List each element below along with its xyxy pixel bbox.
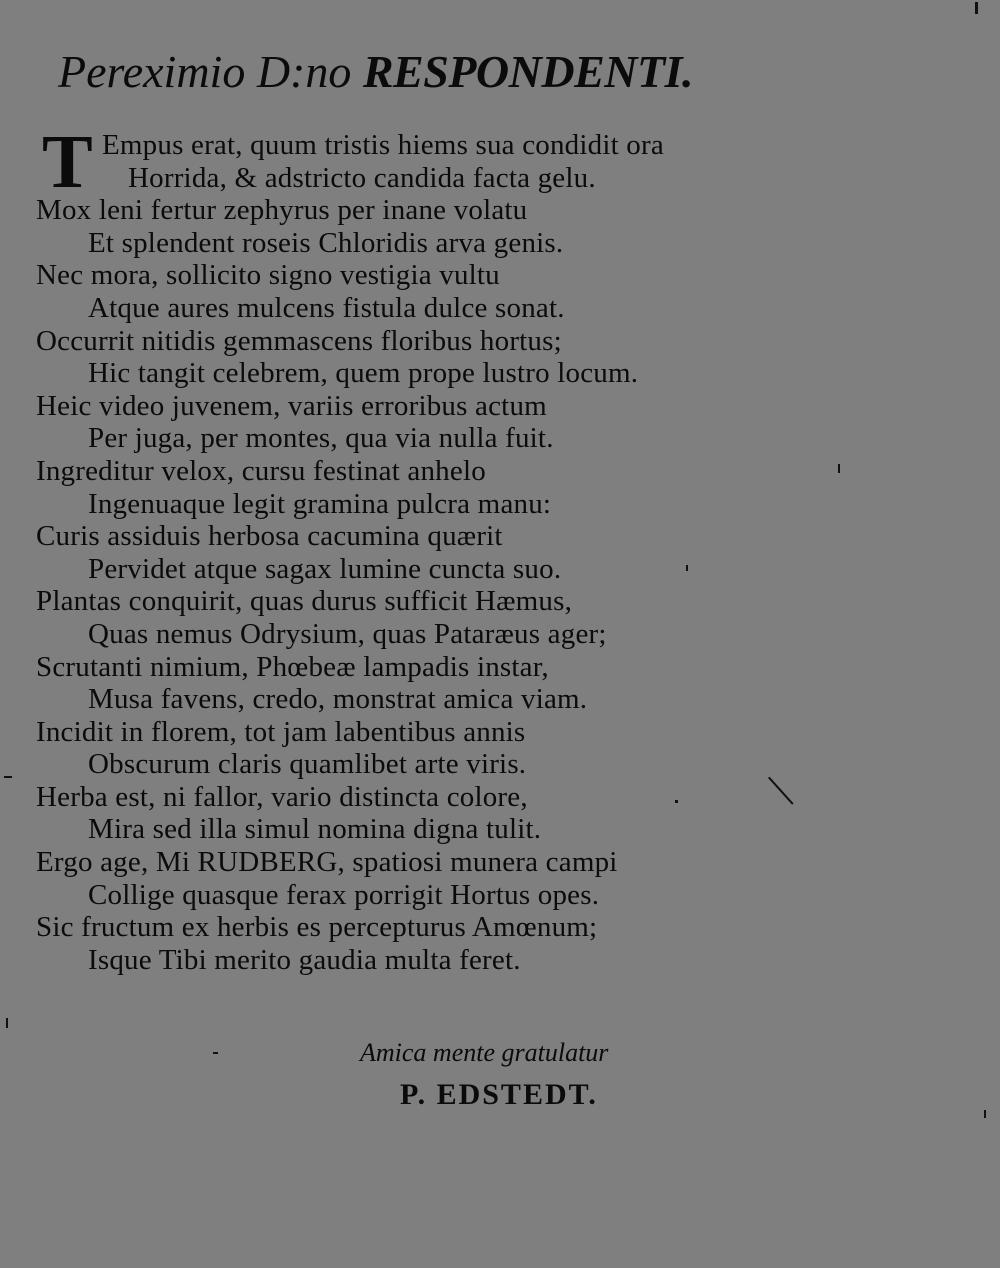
poem-line: Occurrit nitidis gemmascens floribus hortus;: [36, 324, 562, 357]
poem-line: Horrida, & adstricto candida facta gelu.: [128, 161, 596, 194]
poem-line: Ergo age, Mi RUDBERG, spatiosi munera campi: [36, 846, 618, 879]
poem-line: Et splendent roseis Chloridis arva genis.: [88, 226, 564, 259]
poem-line: Sic fructum ex herbis es percepturus Amœnum;: [36, 911, 598, 944]
poem: [36, 120, 756, 976]
poem-line: Per juga, per montes, qua via nulla fuit.: [88, 422, 554, 455]
poem-line-text: Empus erat, quum tristis hiems sua condidit ora: [102, 129, 664, 161]
scan-speck: [984, 1110, 986, 1118]
poem-line: Hic tangit celebrem, quem prope lustro locum.: [88, 357, 639, 390]
poem-line: Scrutanti nimium, Phœbeæ lampadis instar,: [36, 650, 549, 683]
scan-speck: [975, 2, 978, 14]
scan-speck: [4, 776, 12, 778]
heading-dedication: Pereximio D:no: [58, 46, 352, 97]
page-heading: [58, 42, 693, 102]
poem-line: Ingenuaque legit gramina pulcra manu:: [88, 487, 552, 520]
scan-speck: [675, 800, 678, 803]
signature-salutation: Amica mente gratulatur: [360, 1038, 609, 1067]
heading-respondent: RESPONDENTI.: [362, 46, 693, 97]
scan-speck: [768, 777, 794, 805]
poem-line: Ingreditur velox, cursu festinat anhelo: [36, 454, 486, 487]
poem-line: Isque Tibi merito gaudia multa feret.: [88, 943, 521, 976]
poem-line: Pervidet atque sagax lumine cuncta suo.: [88, 552, 562, 585]
poem-line: Incidit in florem, tot jam labentibus annis: [36, 715, 526, 748]
poem-line: Atque aures mulcens fistula dulce sonat.: [88, 291, 565, 324]
poem-line: Musa favens, credo, monstrat amica viam.: [88, 683, 588, 716]
poem-line: Mira sed illa simul nomina digna tulit.: [88, 813, 542, 846]
poem-line: Herba est, ni fallor, vario distincta colore,: [36, 780, 528, 813]
scan-speck: [686, 565, 688, 571]
scan-speck: [838, 464, 840, 473]
poem-line: Nec mora, sollicito signo vestigia vultu: [36, 259, 500, 292]
poem-line: Collige quasque ferax porrigit Hortus opes.: [88, 878, 600, 911]
signature-name: P. EDSTEDT.: [400, 1078, 598, 1111]
poem-line: Curis assiduis herbosa cacumina quærit: [36, 520, 503, 553]
poem-line: Heic video juvenem, variis erroribus actum: [36, 389, 547, 422]
poem-line: Obscurum claris quamlibet arte viris.: [88, 748, 527, 781]
drop-cap: T: [42, 120, 93, 204]
scan-speck: [213, 1052, 218, 1054]
poem-line: Quas nemus Odrysium, quas Pataræus ager;: [88, 617, 607, 650]
poem-line: Plantas conquirit, quas durus sufficit Hæmus,: [36, 585, 573, 618]
scan-speck: [6, 1018, 8, 1028]
poem-line: Mox leni fertur zephyrus per inane volatu: [36, 194, 528, 227]
